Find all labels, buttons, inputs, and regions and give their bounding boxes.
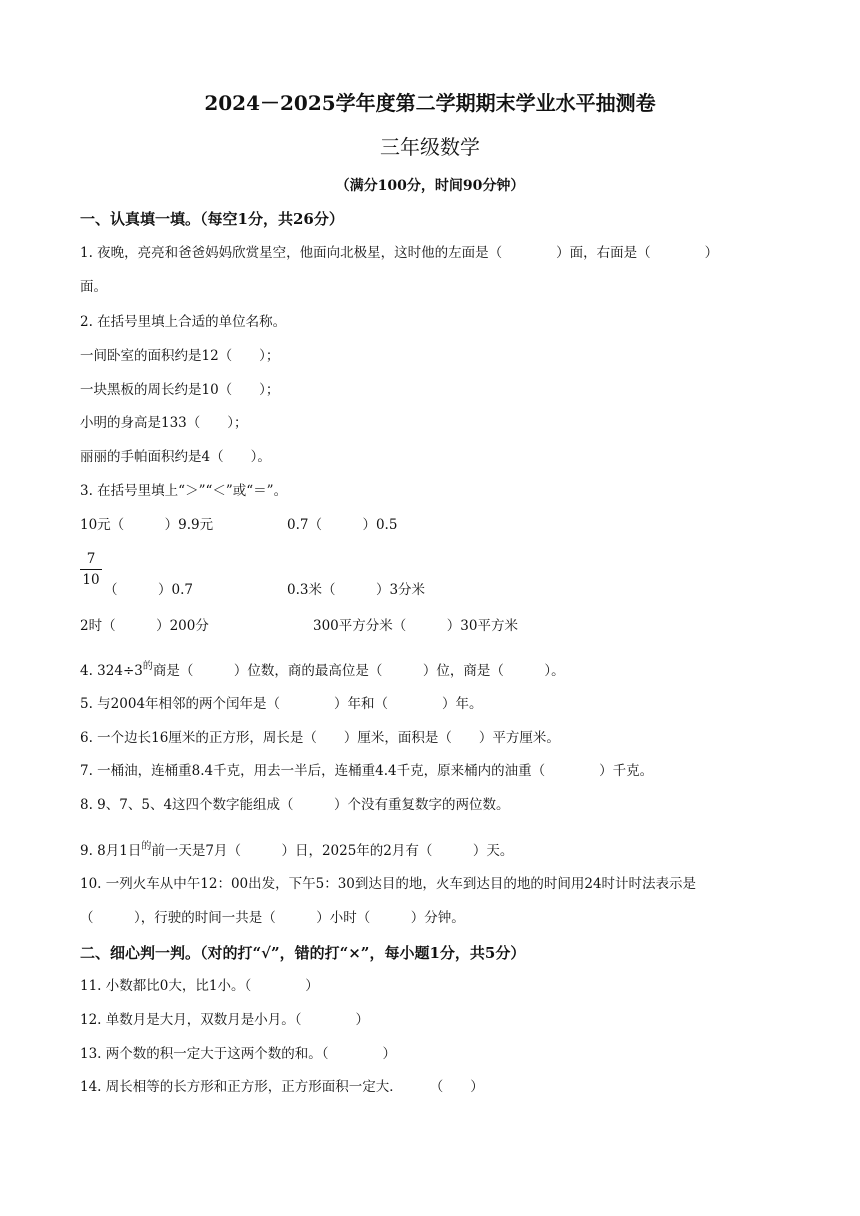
question-3-row-2-right: 0.3米（ ）3分米 (287, 582, 426, 598)
question-3-row-1-right: 0.7（ ）0.5 (287, 517, 398, 533)
question-10-line-2: （ ），行驶的时间一共是（ ）小时（ ）分钟。 (80, 910, 465, 926)
question-1-line-1: 1. 夜晚，亮亮和爸爸妈妈欣赏星空，他面向北极星，这时他的左面是（ ）面，右面是（ ） (80, 245, 719, 261)
question-2-item-c: 小明的身高是133（ ）； (80, 415, 248, 431)
question-2-item-d: 丽丽的手帕面积约是4（ ）。 (80, 449, 271, 465)
question-7: 7. 一桶油，连桶重8.4千克，用去一半后，连桶重4.4千克，原来桶内的油重（ ）千克。 (80, 763, 654, 779)
question-3-row-3-right: 300平方分米（ ）30平方米 (313, 618, 518, 634)
question-1-line-2: 面。 (80, 279, 107, 295)
question-3-row-3-left: 2时（ ）200分 (80, 618, 209, 634)
question-11: 11. 小数都比0大，比1小。（ ） (80, 978, 319, 994)
question-3-row-2-left: （ ）0.7 (104, 582, 193, 598)
question-2-item-b: 一块黑板的周长约是10（ ）； (80, 382, 280, 398)
question-2-intro: 2. 在括号里填上合适的单位名称。 (80, 314, 287, 330)
question-2-item-a: 一间卧室的面积约是12（ ）； (80, 348, 280, 364)
question-3-row-1-left: 10元（ ）9.9元 (80, 517, 214, 533)
fraction-bar (80, 569, 102, 570)
section-2-heading: 二、细心判一判。（对的打“√”，错的打“×”，每小题1分，共5分） (80, 944, 526, 962)
question-4-post: 商是（ ）位数，商的最高位是（ ）位，商是（ ）。 (152, 663, 565, 679)
question-9-sup: 的 (141, 841, 152, 852)
question-4-sup: 的 (142, 661, 153, 672)
fraction-numerator: 7 (86, 551, 96, 567)
question-13: 13. 两个数的积一定大于这两个数的和。（ ） (80, 1046, 397, 1062)
question-12: 12. 单数月是大月，双数月是小月。（ ） (80, 1012, 370, 1028)
question-9 (80, 836, 513, 862)
question-3-intro: 3. 在括号里填上“＞”“＜”或“＝”。 (80, 483, 288, 499)
fraction-denominator: 10 (82, 572, 100, 588)
question-14: 14. 周长相等的长方形和正方形，正方形面积一定大． （ ） (80, 1079, 484, 1095)
exam-title: 2024－2025学年度第二学期期末学业水平抽测卷 (204, 91, 656, 115)
question-6: 6. 一个边长16厘米的正方形，周长是（ ）厘米，面积是（ ）平方厘米。 (80, 730, 560, 746)
question-8: 8. 9、7、5、4这四个数字能组成（ ）个没有重复数字的两位数。 (80, 797, 510, 813)
question-9-pre: 9. 8月1日 (80, 843, 142, 859)
fraction-seven-tenths (80, 550, 102, 589)
question-10-line-1: 10. 一列火车从中午12：00出发，下午5：30到达目的地，火车到达目的地的时间用24时计时法表示是 (80, 876, 697, 892)
question-4 (80, 656, 565, 682)
question-5: 5. 与2004年相邻的两个闰年是（ ）年和（ ）年。 (80, 696, 483, 712)
question-9-post: 前一天是7月（ ）日，2025年的2月有（ ）天。 (151, 843, 514, 859)
exam-note: （满分100分，时间90分钟） (335, 178, 525, 194)
exam-subtitle: 三年级数学 (380, 135, 480, 159)
section-1-heading: 一、认真填一填。（每空1分，共26分） (80, 210, 344, 228)
question-4-pre: 4. 324÷3 (80, 663, 143, 679)
